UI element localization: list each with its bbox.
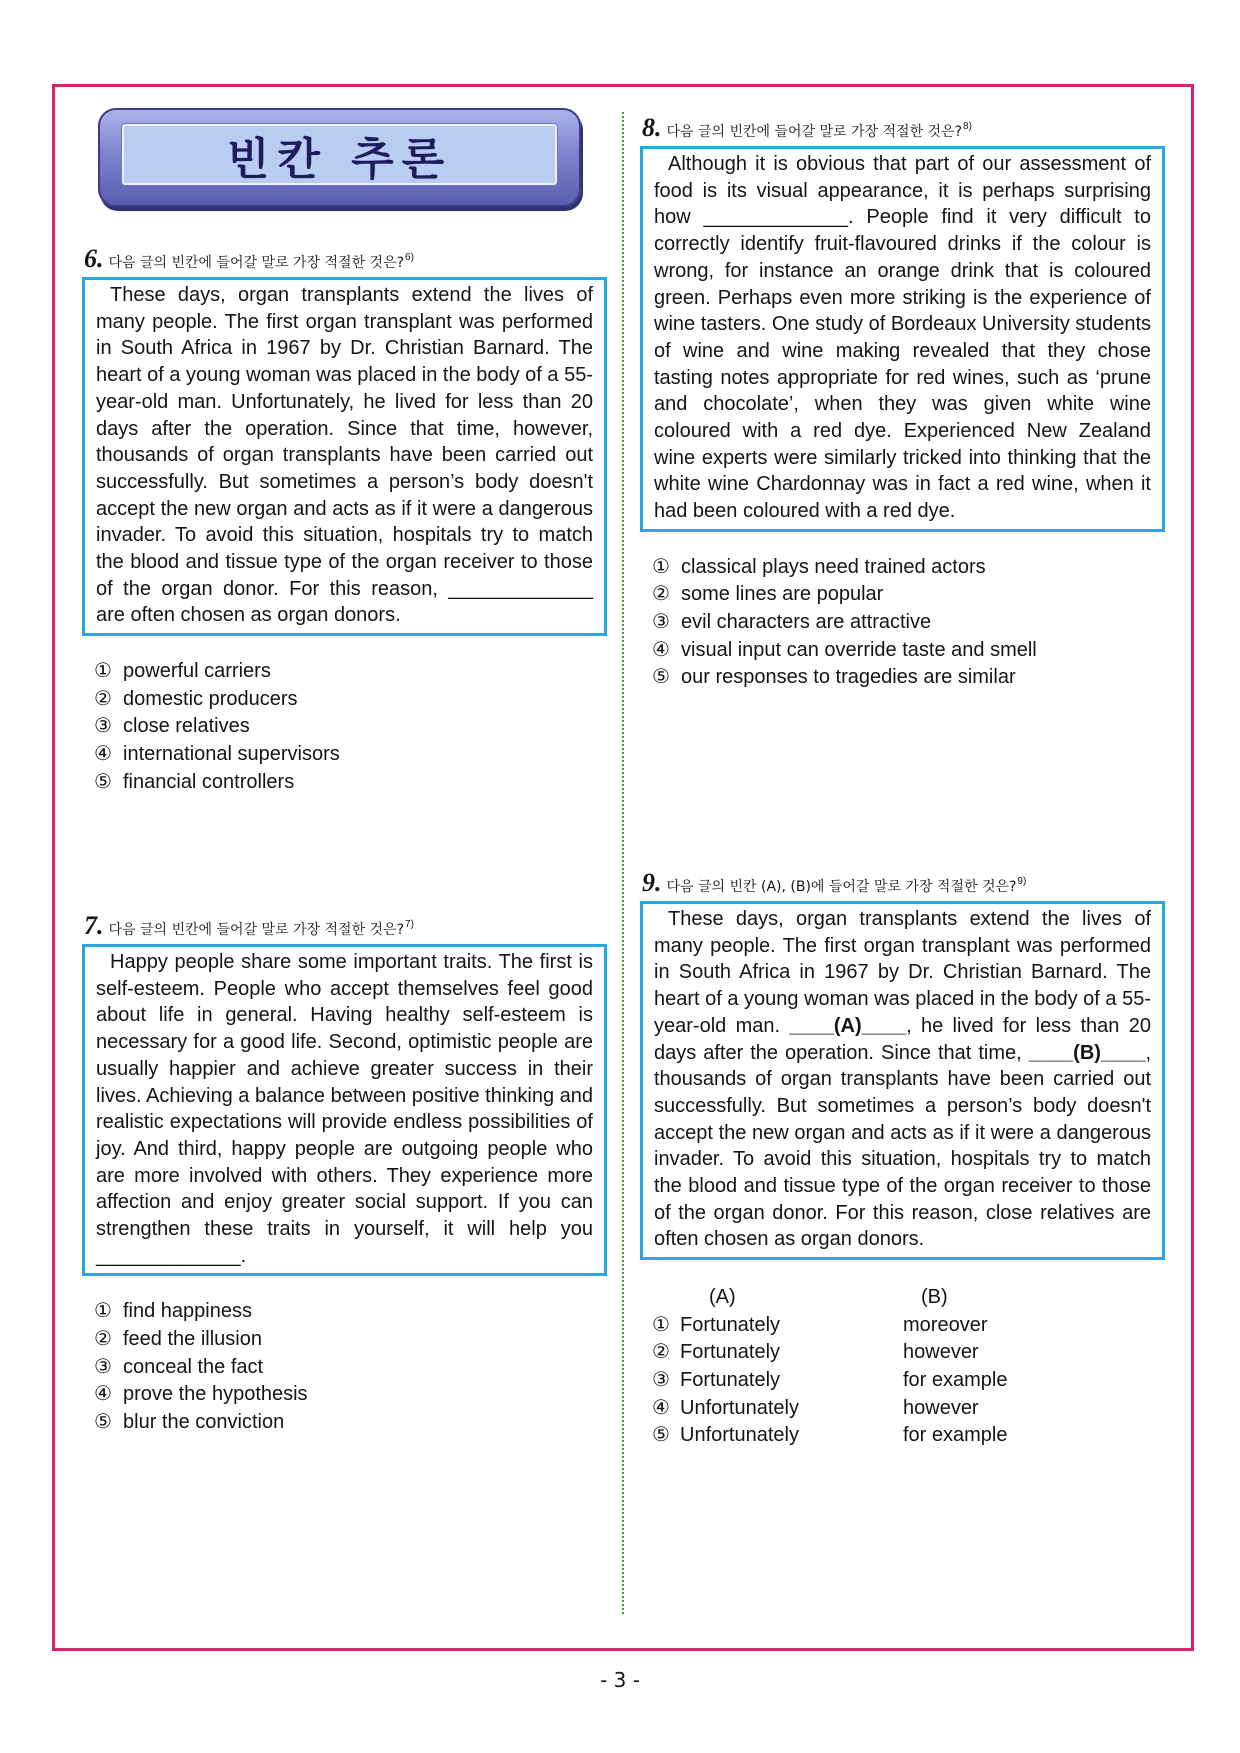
option-text: classical plays need trained actors: [681, 555, 986, 578]
option-marker: ①: [652, 1313, 670, 1336]
question-number: 9.: [642, 868, 662, 897]
question-number: 8.: [642, 113, 662, 142]
option-text: close relatives: [123, 715, 250, 738]
option-1: [652, 1312, 1165, 1340]
option-marker: ②: [94, 1328, 112, 1351]
option-a-text: Unfortunately: [680, 1396, 799, 1419]
blank-a: ____(A)____: [789, 1014, 907, 1037]
passage-box: [640, 901, 1165, 1260]
option-4: [94, 1381, 607, 1409]
footnote-mark: 6): [405, 252, 414, 263]
option-5: [94, 1409, 607, 1437]
header-spacer: [652, 1284, 680, 1312]
option-text: powerful carriers: [123, 660, 271, 683]
option-b-text: for example: [903, 1424, 1008, 1447]
question-prompt: 다음 글의 빈칸에 들어갈 말로 가장 적절한 것은?: [108, 922, 405, 938]
option-b-text: however: [903, 1396, 979, 1419]
answer-options: [82, 1298, 607, 1436]
option-3: [652, 609, 1165, 637]
option-marker: ①: [652, 555, 670, 578]
footnote-mark: 8): [963, 121, 972, 132]
option-text: international supervisors: [123, 742, 340, 765]
option-a-text: Fortunately: [680, 1341, 781, 1364]
section-title-panel: [122, 124, 557, 185]
option-text: visual input can override taste and smell: [681, 638, 1037, 661]
section-title-plate: [98, 108, 581, 207]
page-number: - 3 -: [600, 1668, 640, 1692]
question-8: [640, 115, 1165, 692]
option-4: [652, 1395, 1165, 1423]
column-b-header: (B): [921, 1286, 948, 1309]
question-7: [82, 913, 607, 1436]
question-header: [640, 115, 1165, 141]
option-1: [94, 658, 607, 686]
option-5: [652, 664, 1165, 692]
option-a-text: Unfortunately: [680, 1424, 799, 1447]
answer-table: [640, 1284, 1165, 1450]
option-marker: ③: [94, 715, 112, 738]
option-3: [94, 1354, 607, 1382]
passage-text: , he lived for less than 20 days after the operation. Since that time,: [654, 1014, 1151, 1064]
option-text: blur the conviction: [123, 1410, 285, 1433]
option-text: financial controllers: [123, 770, 295, 793]
option-marker: ④: [652, 638, 670, 661]
option-2: [94, 686, 607, 714]
option-5: [652, 1422, 1165, 1450]
option-b-text: moreover: [903, 1313, 988, 1336]
answer-options: [82, 658, 607, 796]
option-marker: ④: [94, 1383, 112, 1406]
option-b-text: however: [903, 1341, 979, 1364]
option-text: prove the hypothesis: [123, 1383, 308, 1406]
option-text: find happiness: [123, 1300, 252, 1323]
footnote-mark: 7): [405, 919, 414, 930]
option-4: [94, 741, 607, 769]
question-header: [82, 246, 607, 272]
option-2: [652, 1339, 1165, 1367]
answer-table-header: [652, 1284, 1165, 1312]
question-9: [640, 870, 1165, 1450]
question-prompt: 다음 글의 빈칸에 들어갈 말로 가장 적절한 것은?: [108, 255, 405, 271]
question-6: [82, 246, 607, 796]
question-header: [640, 870, 1165, 896]
column-divider: [622, 112, 624, 1614]
option-3: [652, 1367, 1165, 1395]
option-marker: ③: [652, 1368, 670, 1391]
footnote-mark: 9): [1017, 876, 1027, 887]
option-marker: ③: [94, 1355, 112, 1378]
option-text: our responses to tragedies are similar: [681, 666, 1016, 689]
option-2: [652, 581, 1165, 609]
passage-box: Happy people share some important traits. The first is self-esteem. People who accept themselves feel good about life in general. Having healthy self-esteem is necessary for a good life. Second, optimistic people are usually happier and achieve greater success in their lives. Achieving a balance between positive thinking and realistic expectations will provide endless possibilities of joy. And third, happy people are outgoing people who are more involved with others. They experience more affection and enjoy greater social support. If you can strengthen these traits in yourself, it will help you _____________.: [82, 944, 607, 1276]
answer-options: [640, 554, 1165, 692]
question-prompt: 다음 글의 빈칸에 들어갈 말로 가장 적절한 것은?: [666, 124, 963, 140]
option-text: conceal the fact: [123, 1355, 264, 1378]
option-text: domestic producers: [123, 687, 298, 710]
passage-box: Although it is obvious that part of our assessment of food is its visual appearance, it is perhaps surprising how _____________. People find it very difficult to correctly identify fruit-flavoured drinks if the colour is wrong, for instance an orange drink that is coloured green. Perhaps even more striking is the experience of wine tasters. One study of Bordeaux University students of wine and wine making revealed that they chose tasting notes appropriate for red wines, such as ‘prune and chocolate’, when they was given white wine coloured with a red dye. Experienced New Zealand wine experts were similarly tricked into thinking that the white wine Chardonnay was in fact a red wine, when it had been coloured with a red dye.: [640, 146, 1165, 532]
option-marker: ②: [652, 583, 670, 606]
option-marker: ⑤: [652, 666, 670, 689]
option-marker: ③: [652, 611, 670, 634]
question-header: [82, 913, 607, 939]
blank-b: ____(B)____: [1028, 1041, 1146, 1064]
passage-text: , thousands of organ transplants have been carried out successfully. But sometimes a person’s body doesn't accept the new organ and acts as if it were a dangerous invader. To avoid this situation, hospitals try to match the blood and tissue type of the organ receiver to those of the organ donor. For this reason, close relatives are often chosen as organ donors.: [654, 1041, 1151, 1251]
option-2: [94, 1326, 607, 1354]
option-text: evil characters are attractive: [681, 611, 932, 634]
option-marker: ④: [652, 1396, 670, 1419]
option-marker: ⑤: [94, 1410, 112, 1433]
section-title: 빈칸 추론: [226, 133, 453, 185]
option-a-text: Fortunately: [680, 1313, 781, 1336]
option-5: [94, 769, 607, 797]
option-3: [94, 713, 607, 741]
option-1: [94, 1298, 607, 1326]
passage-box: These days, organ transplants extend the lives of many people. The first organ transplant was performed in South Africa in 1967 by Dr. Christian Barnard. The heart of a young woman was placed in the body of a 55-year-old man. Unfortunately, he lived for less than 20 days after the operation. Since that time, however, thousands of organ transplants have been carried out successfully. But sometimes a person’s body doesn't accept the new organ and acts as if it were a dangerous invader. To avoid this situation, hospitals try to match the blood and tissue type of the organ receiver to those of the organ donor. For this reason, _____________ are often chosen as organ donors.: [82, 277, 607, 636]
option-a-text: Fortunately: [680, 1368, 781, 1391]
option-b-text: for example: [903, 1368, 1008, 1391]
column-a-header: (A): [709, 1286, 736, 1309]
option-marker: ④: [94, 742, 112, 765]
question-prompt: 다음 글의 빈칸 (A), (B)에 들어갈 말로 가장 적절한 것은?: [666, 879, 1017, 895]
option-text: feed the illusion: [123, 1328, 262, 1351]
option-marker: ②: [94, 687, 112, 710]
option-marker: ⑤: [94, 770, 112, 793]
question-number: 7.: [84, 911, 104, 940]
option-marker: ②: [652, 1341, 670, 1364]
option-marker: ⑤: [652, 1424, 670, 1447]
question-number: 6.: [84, 244, 104, 273]
option-4: [652, 637, 1165, 665]
passage-text: These days, organ transplants extend the lives of many people. The first organ transplant was performed in South Africa in 1967 by Dr. Christian Barnard. The heart of a young woman was placed in the body of a 55-year-old man.: [654, 908, 1151, 1037]
option-marker: ①: [94, 1300, 112, 1323]
option-text: some lines are popular: [681, 583, 884, 606]
option-1: [652, 554, 1165, 582]
option-marker: ①: [94, 660, 112, 683]
